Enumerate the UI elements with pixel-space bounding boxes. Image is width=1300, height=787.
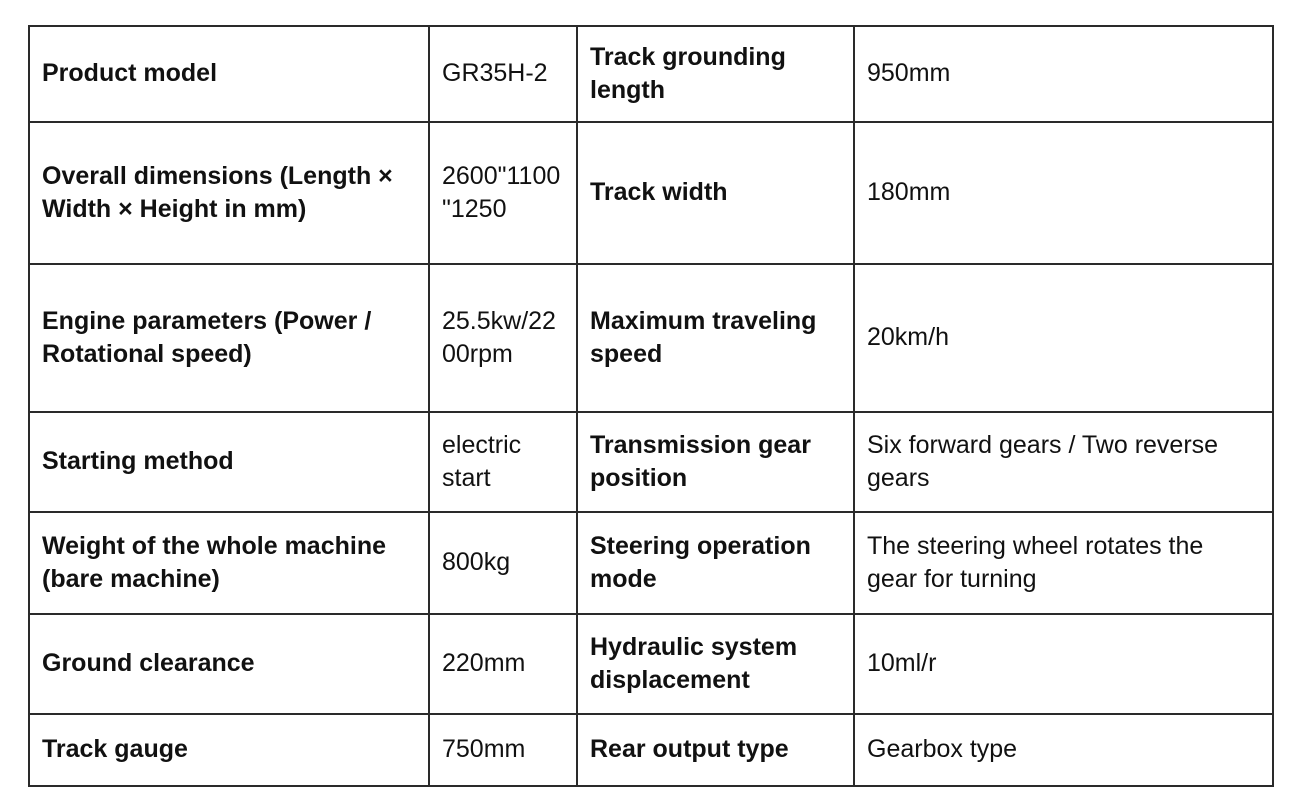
parameter-label-left: Weight of the whole machine (bare machine)	[29, 512, 429, 614]
parameter-label-left: Track gauge	[29, 714, 429, 786]
parameter-value-left: 2600"1100"1250	[429, 122, 577, 264]
parameter-label-left: Engine parameters (Power / Rotational speed)	[29, 264, 429, 412]
parameter-value-left: GR35H-2	[429, 26, 577, 122]
parameter-label-right: Maximum traveling speed	[577, 264, 854, 412]
table-row	[29, 122, 1273, 264]
parameter-value-left: 750mm	[429, 714, 577, 786]
table-row	[29, 26, 1273, 122]
parameter-label-left: Starting method	[29, 412, 429, 512]
parameter-value-left: 800kg	[429, 512, 577, 614]
parameter-value-left: 25.5kw/2200rpm	[429, 264, 577, 412]
parameter-value-right: 20km/h	[854, 264, 1273, 412]
parameter-label-left: Ground clearance	[29, 614, 429, 714]
parameter-value-left: 220mm	[429, 614, 577, 714]
parameter-label-right: Track grounding length	[577, 26, 854, 122]
parameter-label-left: Overall dimensions (Length × Width × Height in mm)	[29, 122, 429, 264]
specification-table	[28, 25, 1274, 787]
parameter-label-right: Transmission gear position	[577, 412, 854, 512]
parameter-value-right: 10ml/r	[854, 614, 1273, 714]
parameter-label-left: Product model	[29, 26, 429, 122]
table-row	[29, 264, 1273, 412]
specification-table-container	[28, 25, 1272, 787]
parameter-value-left: electric start	[429, 412, 577, 512]
parameter-value-right: Gearbox type	[854, 714, 1273, 786]
table-row	[29, 512, 1273, 614]
parameter-label-right: Rear output type	[577, 714, 854, 786]
table-row	[29, 412, 1273, 512]
parameter-value-right: 180mm	[854, 122, 1273, 264]
parameter-label-right: Track width	[577, 122, 854, 264]
table-row	[29, 714, 1273, 786]
parameter-label-right: Hydraulic system displacement	[577, 614, 854, 714]
table-row	[29, 614, 1273, 714]
parameter-value-right: The steering wheel rotates the gear for turning	[854, 512, 1273, 614]
parameter-label-right: Steering operation mode	[577, 512, 854, 614]
parameter-value-right: 950mm	[854, 26, 1273, 122]
parameter-value-right: Six forward gears / Two reverse gears	[854, 412, 1273, 512]
